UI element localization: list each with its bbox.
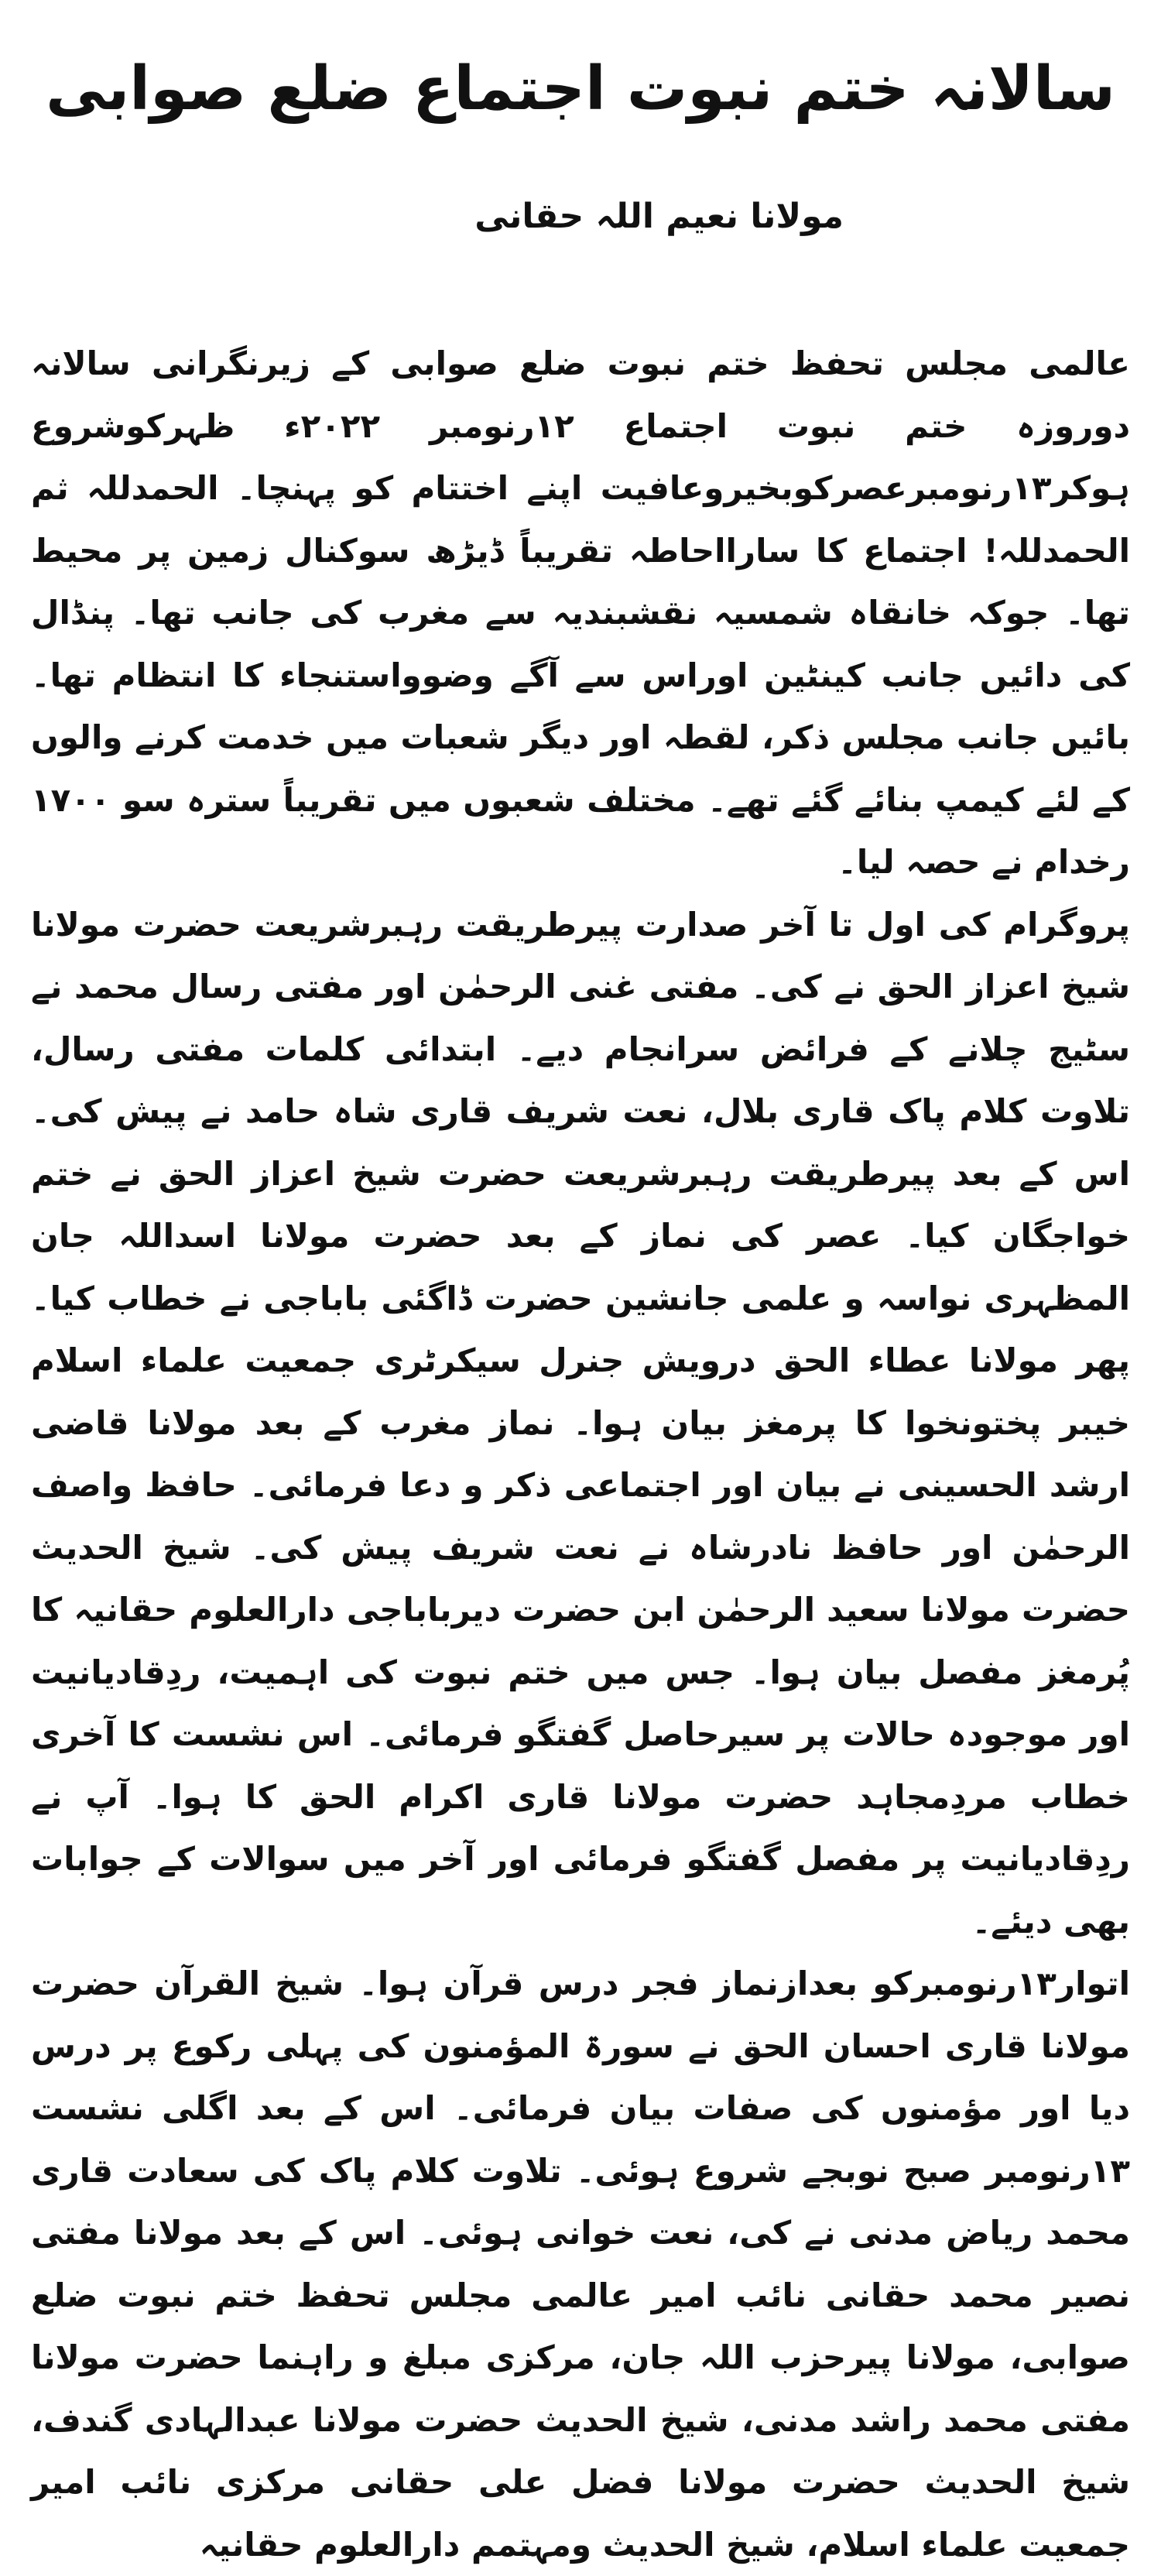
paragraph: پروگرام کی اول تا آخر صدارت پیرطریقت رہبرشریعت حضرت مولانا شیخ اعزاز الحق نے کی۔ مفتی غنی الرحمٰن اور مفتی رسال محمد نے سٹیج چلانے کے فرائض سرانجام دیے۔ ابتدائی کلمات مفتی رسال، تلاوت کلام پاک قاری بلال، نعت شریف قاری شاہ حامد نے پیش کی۔ اس کے بعد پیرطریقت رہبرشریعت حضرت شیخ اعزاز الحق نے ختم خواجگان کیا۔ عصر کی نماز کے بعد حضرت مولانا اسداللہ جان المظہری نواسہ و علمی جانشین حضرت ڈاگئی باباجی نے خطاب کیا۔ پھر مولانا عطاء الحق درویش جنرل سیکرٹری جمعیت علماء اسلام خیبر پختونخوا کا پرمغز بیان ہوا۔ نماز مغرب کے بعد مولانا قاضی ارشد الحسینی نے بیان اور اجتماعی ذکر و دعا فرمائی۔ حافظ واصف الرحمٰن اور حافظ نادرشاہ نے نعت شریف پیش کی۔ شیخ الحدیث حضرت مولانا سعید الرحمٰن ابن حضرت دیرباباجی دارالعلوم حقانیہ کا پُرمغز مفصل بیان ہوا۔ جس میں ختم نبوت کی اہمیت، ردِقادیانیت اور موجودہ حالات پر سیرحاصل گفتگو فرمائی۔ اس نشست کا آخری خطاب مردِمجاہد حضرت مولانا قاری اکرام الحق کا ہوا۔ آپ نے ردِقادیانیت پر مفصل گفتگو فرمائی اور آخر میں سوالات کے جوابات بھی دیئے۔ — [31, 905, 1130, 1941]
paragraph: اتوار۱۳رنومبرکو بعدازنماز فجر درس قرآن ہوا۔ شیخ القرآن حضرت مولانا قاری احسان الحق نے سورۃ المؤمنون کی پہلی رکوع پر درس دیا اور مؤمنوں کی صفات بیان فرمائی۔ اس کے بعد اگلی نشست ۱۳رنومبر صبح نوبجے شروع ہوئی۔ تلاوت کلام پاک کی سعادت قاری محمد ریاض مدنی نے کی، نعت خوانی ہوئی۔ اس کے بعد مولانا مفتی نصیر محمد حقانی نائب امیر عالمی مجلس تحفظ ختم نبوت ضلع صوابی، مولانا پیرحزب اللہ جان، مرکزی مبلغ و راہنما حضرت مولانا مفتی محمد راشد مدنی، شیخ الحدیث حضرت مولانا عبدالہادی گندف، شیخ الحدیث حضرت مولانا فضل علی حقانی مرکزی نائب امیر جمعیت علماء اسلام، شیخ الحدیث ومہتمم دارالعلوم حقانیہ — [31, 1965, 1130, 2564]
article-body — [31, 333, 1130, 2576]
article-title: سالانہ ختم نبوت اجتماع ضلع صوابی — [46, 54, 1115, 124]
paragraph: عالمی مجلس تحفظ ختم نبوت ضلع صوابی کے زیرنگرانی سالانہ دوروزہ ختم نبوت اجتماع ۱۲رنومبر ۲۰۲۲ء ظہرکوشروع ہوکر۱۳رنومبرعصرکوبخیروعافیت اپنے اختتام کو پہنچا۔ الحمدللہ ثم الحمدللہ! اجتماع کا سارااحاطہ تقریباً ڈیڑھ سوکنال زمین پر محیط تھا۔ جوکہ خانقاہ شمسیہ نقشبندیہ سے مغرب کی جانب تھا۔ پنڈال کی دائیں جانب کینٹین اوراس سے آگے وضوواستنجاء کا انتظام تھا۔ بائیں جانب مجلس ذکر، لقطہ اور دیگر شعبات میں خدمت کرنے والوں کے لئے کیمپ بنائے گئے تھے۔ مختلف شعبوں میں تقریباً سترہ سو ۱۷۰۰ رخدام نے حصہ لیا۔ — [31, 344, 1131, 881]
author-name: مولانا نعیم اللہ حقانی — [474, 197, 844, 236]
